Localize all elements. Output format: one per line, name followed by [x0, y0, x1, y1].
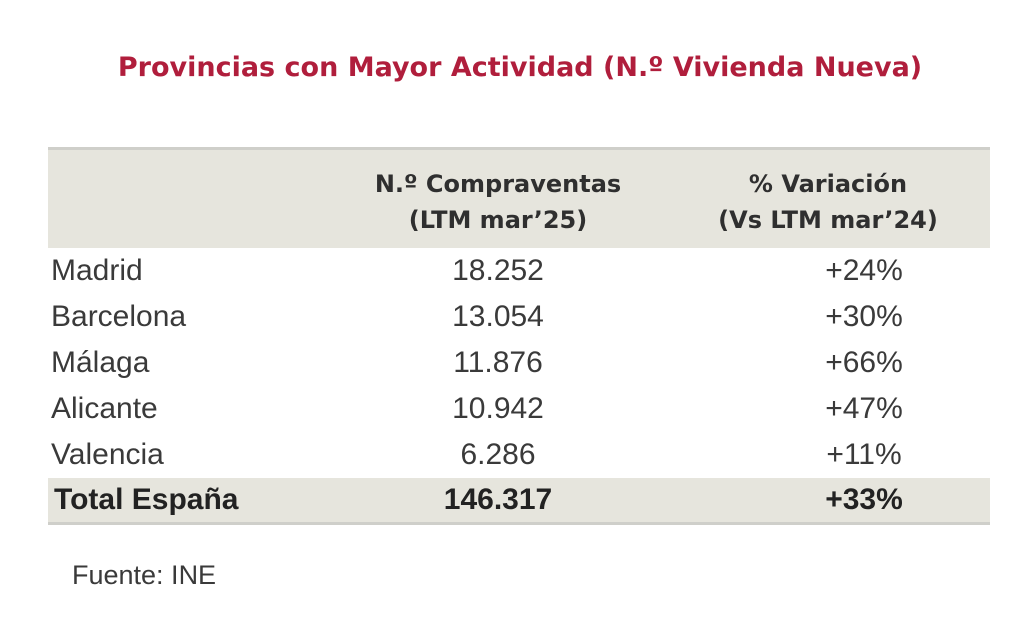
table-row: [48, 432, 990, 478]
total-label: Total España: [54, 483, 239, 516]
table-row: [48, 340, 990, 386]
province-cell: Madrid: [51, 254, 143, 287]
compraventas-cell: 10.942: [452, 392, 544, 425]
province-cell: Barcelona: [51, 300, 187, 333]
data-table: [48, 147, 990, 525]
variacion-cell: +30%: [825, 300, 903, 333]
source-note: Fuente: INE: [72, 560, 217, 590]
table-row: [48, 294, 990, 340]
compraventas-cell: 6.286: [460, 438, 536, 471]
variacion-cell: +47%: [825, 392, 903, 425]
province-cell: Alicante: [51, 392, 158, 425]
compraventas-cell: 18.252: [452, 254, 544, 287]
variacion-cell: +24%: [825, 254, 903, 287]
table-body: [48, 248, 990, 525]
header-compraventas-line2: (LTM mar’25): [408, 206, 588, 234]
table-row: [48, 248, 990, 294]
total-compraventas: 146.317: [443, 483, 553, 516]
variacion-cell: +11%: [826, 438, 902, 471]
page-title: Provincias con Mayor Actividad (N.º Vivienda Nueva): [117, 52, 923, 83]
total-row: [48, 478, 990, 525]
variacion-cell: +66%: [825, 346, 903, 379]
header-variacion: [678, 166, 978, 238]
province-cell: Málaga: [51, 346, 150, 379]
table-header: [48, 147, 990, 248]
compraventas-cell: 11.876: [453, 346, 543, 379]
province-cell: Valencia: [51, 438, 164, 471]
total-variacion: +33%: [825, 483, 903, 516]
header-compraventas: [348, 166, 648, 238]
compraventas-cell: 13.054: [452, 300, 544, 333]
header-compraventas-line1: N.º Compraventas: [374, 170, 622, 198]
header-variacion-line1: % Variación: [748, 170, 908, 198]
header-variacion-line2: (Vs LTM mar’24): [718, 206, 938, 234]
table-row: [48, 386, 990, 432]
